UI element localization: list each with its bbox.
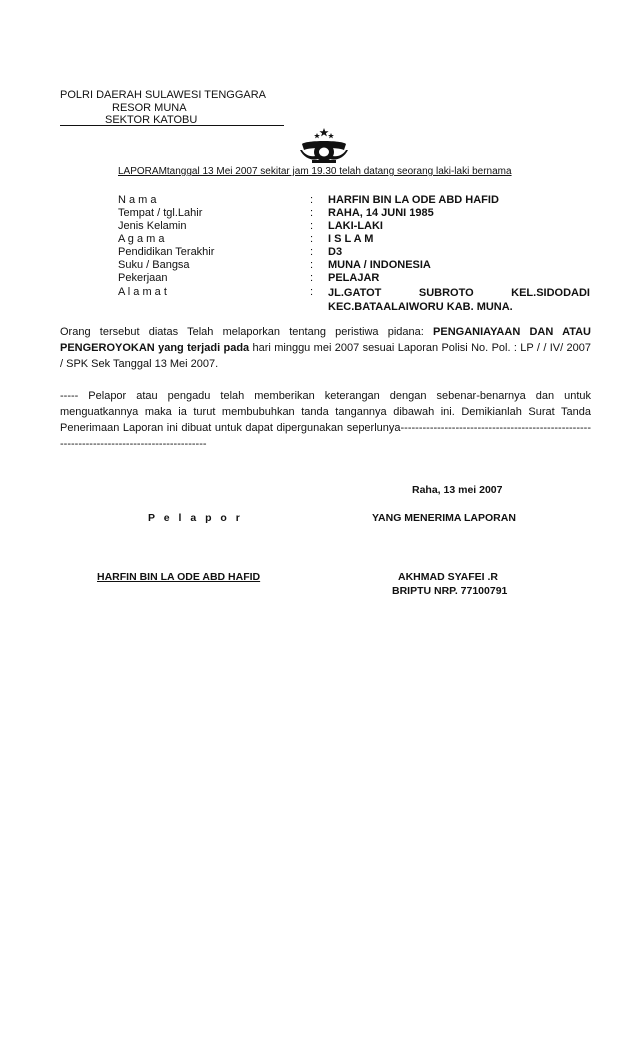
- header-institution: POLRI DAERAH SULAWESI TENGGARA: [60, 89, 266, 101]
- field-colon: :: [310, 286, 314, 298]
- field-label-gender: Jenis Kelamin: [118, 220, 187, 232]
- receiver-name: AKHMAD SYAFEI .R: [398, 571, 498, 583]
- field-label-religion: A g a m a: [118, 233, 165, 245]
- address-village: KEL.SIDODADI: [511, 287, 590, 299]
- closing-statement: ----- Pelapor atau pengadu telah memberikan keterangan dengan sebenar-benarnya dan untuk menguatkannya maka ia turut membubuhkan tanda tangannya dibawah ini. Demikianlah Surat Tanda Penerimaan Laporan ini dibuat untuk dapat dipergunakan seperlunya--------------------------------------------------------------------------------------------: [60, 390, 591, 450]
- header-underline: [60, 125, 284, 126]
- field-label-ethnicity: Suku / Bangsa: [118, 259, 190, 271]
- field-value-birth: RAHA, 14 JUNI 1985: [328, 207, 434, 219]
- field-label-name: N a m a: [118, 194, 157, 206]
- statement-crime: PENGANIAYAAN DAN ATAU PENGEROYOKAN yang terjadi pada: [60, 326, 591, 354]
- reporter-name: HARFIN BIN LA ODE ABD HAFID: [97, 571, 261, 583]
- field-label-birth: Tempat / tgl.Lahir: [118, 207, 203, 219]
- field-colon: :: [310, 246, 314, 258]
- field-colon: :: [310, 194, 314, 206]
- address-street-name: SUBROTO: [418, 287, 474, 299]
- address-district: KEC.BATAALAIWORU KAB. MUNA.: [328, 301, 513, 313]
- field-colon: :: [310, 220, 314, 232]
- report-statement: [60, 324, 591, 372]
- field-value-ethnicity: MUNA / INDONESIA: [328, 259, 431, 271]
- police-emblem-icon: [298, 128, 350, 164]
- field-value-education: D3: [328, 246, 343, 258]
- receiver-title: YANG MENERIMA LAPORAN: [372, 512, 516, 524]
- header-sector: SEKTOR KATOBU: [105, 114, 198, 126]
- header-resort: RESOR MUNA: [112, 102, 187, 114]
- field-value-gender: LAKI-LAKI: [328, 220, 383, 232]
- address-street: JL.GATOT: [328, 287, 382, 299]
- field-colon: :: [310, 272, 314, 284]
- reporter-title: P e l a p o r: [148, 512, 243, 524]
- statement-text: Orang tersebut diatas Telah melaporkan tentang peristiwa pidana:: [60, 326, 434, 338]
- field-value-occupation: PELAJAR: [328, 272, 380, 284]
- place-date: Raha, 13 mei 2007: [412, 484, 503, 496]
- field-label-education: Pendidikan Terakhir: [118, 246, 215, 258]
- field-label-occupation: Pekerjaan: [118, 272, 168, 284]
- field-label-address: A l a m a t: [118, 286, 167, 298]
- receiver-rank-nrp: BRIPTU NRP. 77100791: [392, 585, 508, 597]
- field-colon: :: [310, 233, 314, 245]
- field-value-name: HARFIN BIN LA ODE ABD HAFID: [328, 194, 499, 206]
- field-colon: :: [310, 207, 314, 219]
- field-value-address: [328, 286, 590, 314]
- statement-details: hari minggu mei 2007 sesuai Laporan Polisi No. Pol. : LP / / IV/ 2007 / SPK Sek Tanggal 13 Mei 2007.: [60, 342, 592, 370]
- field-colon: :: [310, 259, 314, 271]
- field-value-religion: I S L A M: [328, 233, 374, 245]
- report-intro: LAPORAMtanggal 13 Mei 2007 sekitar jam 19.30 telah datang seorang laki-laki bernama: [118, 166, 512, 177]
